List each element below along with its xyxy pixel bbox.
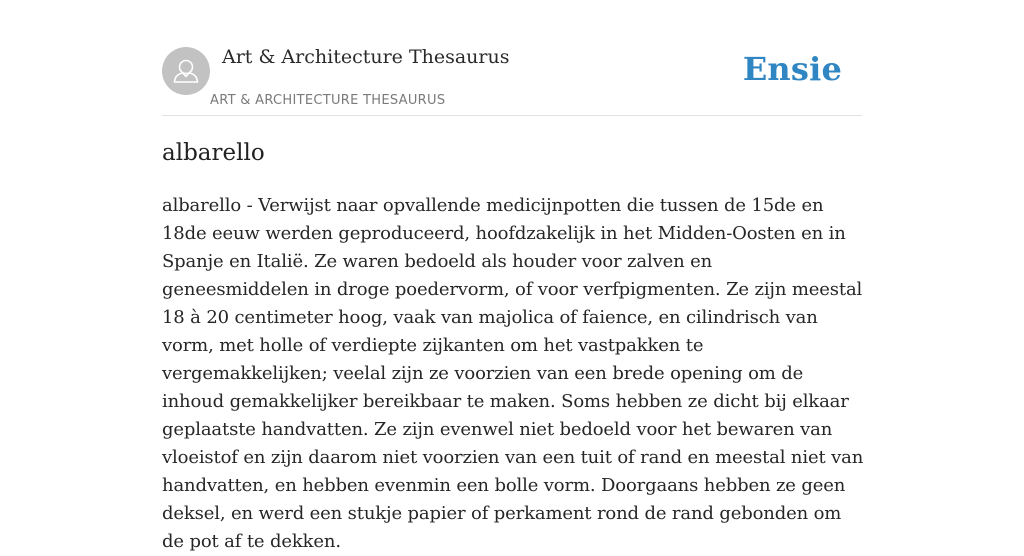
entry-header <box>162 0 862 116</box>
avatar[interactable] <box>162 47 210 95</box>
entry-page <box>162 0 864 552</box>
user-placeholder-icon <box>162 47 210 95</box>
page-title: albarello <box>162 140 265 166</box>
brand-logo[interactable]: Ensie <box>742 50 842 88</box>
definition-text: albarello - Verwijst naar opvallende medicijnpotten die tussen de 15de en 18de eeuw werden geproduceerd, hoofdzakelijk in het Midden-Oosten en in Spanje en Italië. Ze waren bedoeld als houder voor zalven en geneesmiddelen in droge poedervorm, of voor verfpigmenten. Ze zijn meestal 18 à 20 centimeter hoog, vaak van majolica of faience, en cilindrisch van vorm, met holle of verdiepte zijkanten om het vastpakken te vergemakkelijken; veelal zijn ze voorzien van een brede opening om de inhoud gemakkelijker bereikbaar te maken. Soms hebben ze dicht bij elkaar geplaatste handvatten. Ze zijn evenwel niet bedoeld voor het bewaren van vloeistof en zijn daarom niet voorzien van een tuit of rand en meestal niet van handvatten, en hebben evenmin een bolle vorm. Doorgaans hebben ze geen deksel, en werd een stukje papier of perkament rond de rand gebonden om de pot af te dekken. <box>162 195 864 552</box>
source-title[interactable]: Art & Architecture Thesaurus <box>222 46 510 68</box>
source-subtitle[interactable]: ART & ARCHITECTURE THESAURUS <box>210 93 446 108</box>
